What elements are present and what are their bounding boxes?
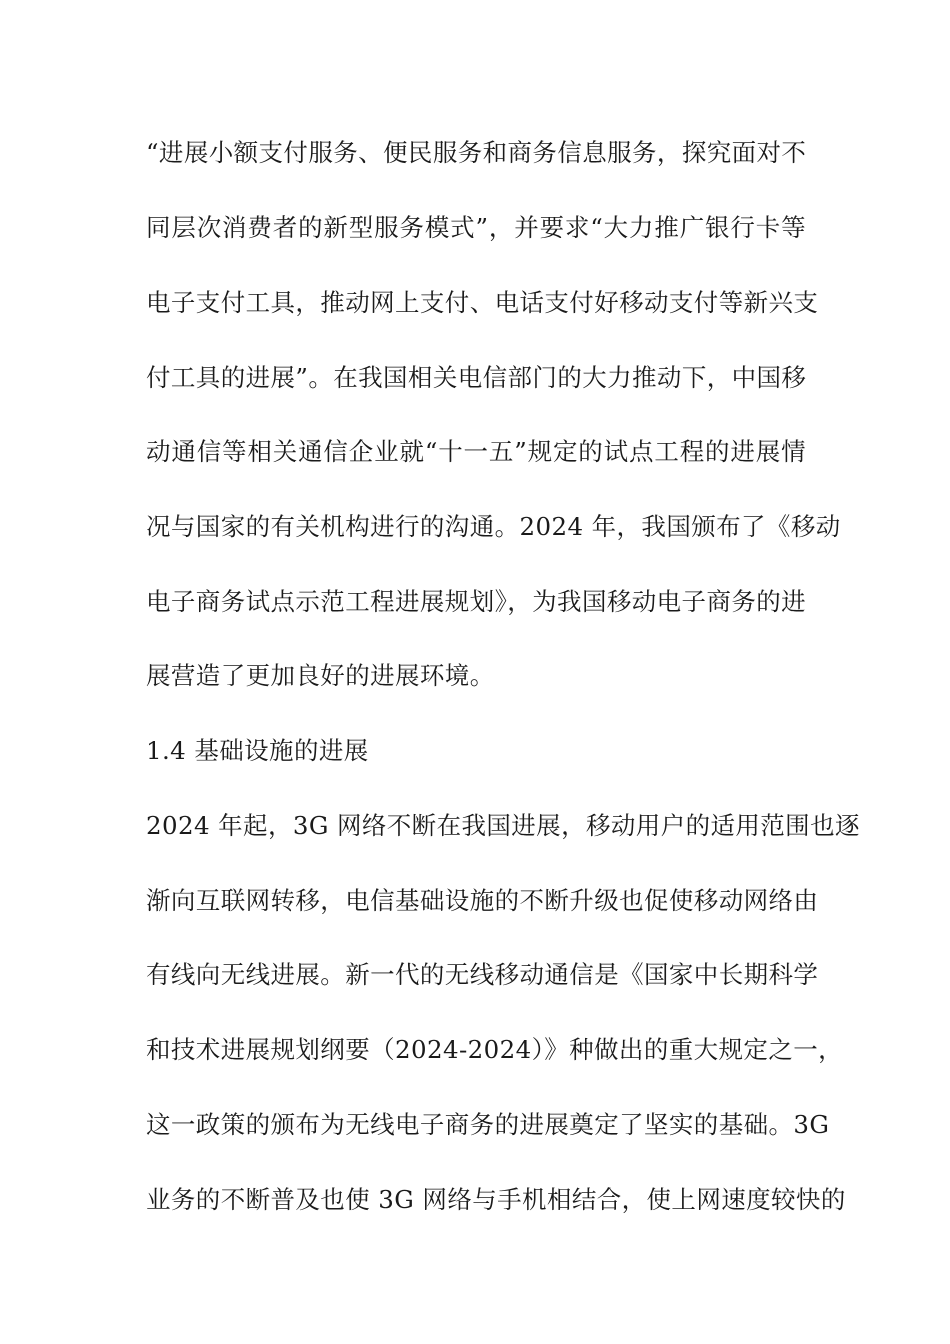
text-line-last: 展营造了更加良好的进展环境。: [146, 661, 495, 690]
text-line: 这一政策的颁布为无线电子商务的进展奠定了坚实的基础。3G: [146, 1110, 830, 1139]
text-line: 和技术进展规划纲要（2024-2024）》种做出的重大规定之一，: [146, 1035, 844, 1064]
text-line: 2024 年起，3G 网络不断在我国进展，移动用户的适用范围也逐: [146, 811, 860, 840]
section-heading: 1.4 基础设施的进展: [146, 736, 369, 765]
text-line: 动通信等相关通信企业就“十一五”规定的试点工程的进展情: [146, 437, 806, 466]
text-line: 同层次消费者的新型服务模式”，并要求“大力推广银行卡等: [146, 213, 806, 242]
text-line: 渐向互联网转移，电信基础设施的不断升级也促使移动网络由: [146, 886, 819, 915]
text-line: 电子商务试点示范工程进展规划》，为我国移动电子商务的进: [146, 587, 807, 616]
text-line: 况与国家的有关机构进行的沟通。2024 年，我国颁布了《移动: [146, 512, 841, 541]
text-line: 付工具的进展”。在我国相关电信部门的大力推动下，中国移: [146, 363, 807, 392]
text-line: “进展小额支付服务、便民服务和商务信息服务，探究面对不: [146, 138, 807, 167]
text-line: 有线向无线进展。新一代的无线移动通信是《国家中长期科学: [146, 960, 819, 989]
text-line: 业务的不断普及也使 3G 网络与手机相结合，使上网速度较快的: [146, 1185, 846, 1214]
text-line: 电子支付工具，推动网上支付、电话支付好移动支付等新兴支: [146, 288, 819, 317]
